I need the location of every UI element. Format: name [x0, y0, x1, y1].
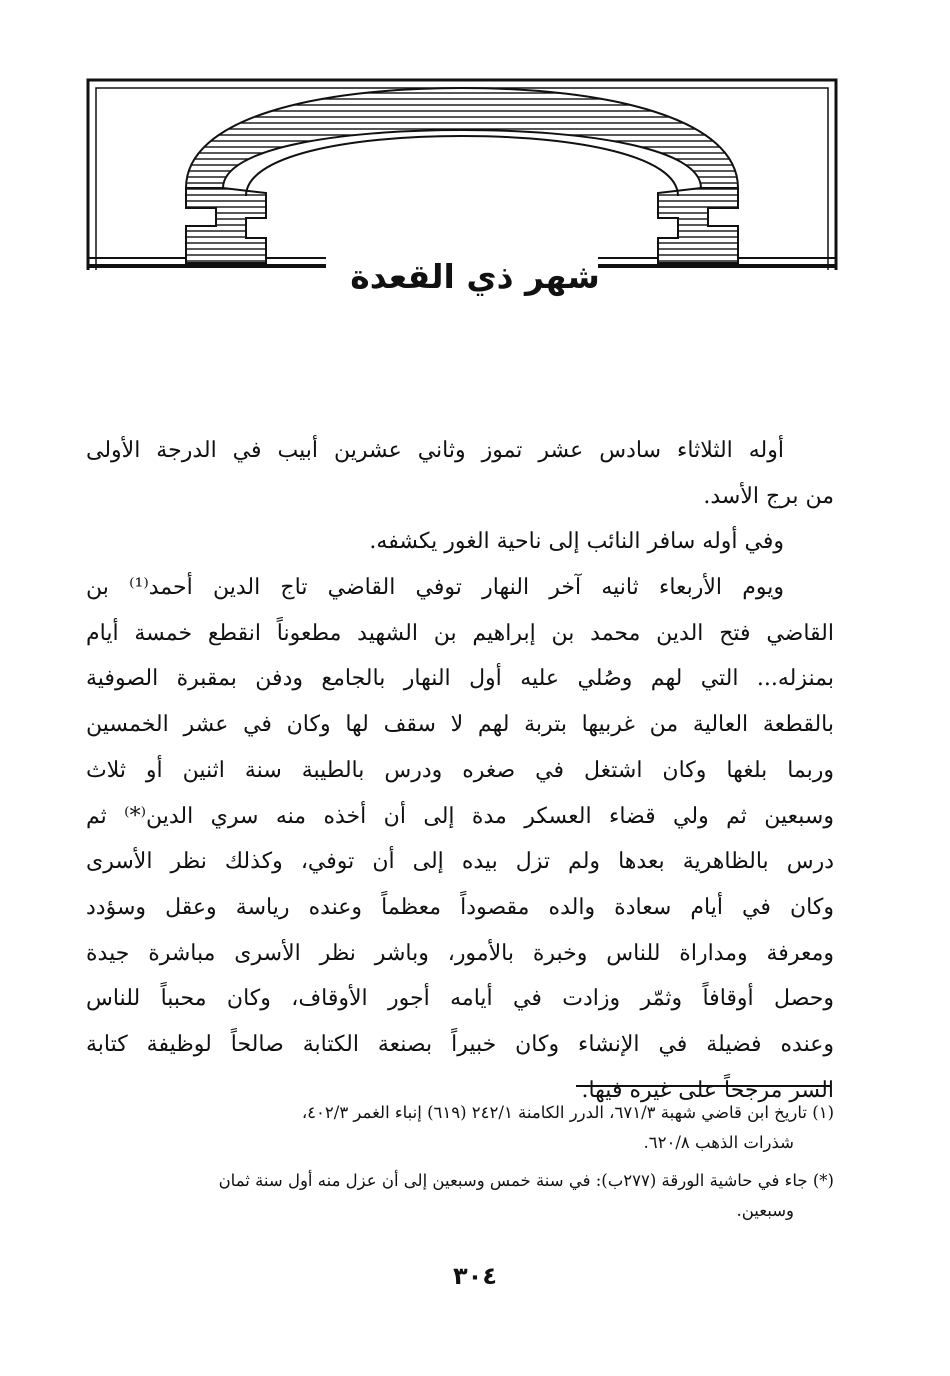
page-number: ٣٠٤ [453, 1262, 497, 1290]
text-line: وحصل أوقافاً وثمّر وزادت في أيامه أجور الأوقاف، وكان محبباً للناس [86, 986, 834, 1012]
text-line: وعنده فضيلة في الإنشاء وكان خبيراً بصنعة الكتابة صالحاً لوظيفة كتابة [86, 1031, 834, 1057]
text-line: ومعرفة ومداراة للناس وخبرة بالأمور، وباشر نظر الأسرى مباشرة جيدة [86, 940, 834, 966]
chapter-title: شهر ذي القعدة [350, 257, 600, 296]
text-line: ويوم الأربعاء ثانيه آخر النهار توفي القاضي تاج الدين أحمد⁽¹⁾ بن [86, 575, 784, 601]
text-line: درس بالظاهرية بعدها ولم تزل بيده إلى أن توفي، وكذلك نظر الأسرى [86, 849, 834, 875]
text-line: وكان في أيام سعادة والده مقصوداً معظماً وعنده رياسة وعقل وسؤدد [86, 894, 834, 920]
footnote-line: شذرات الذهب ٦٢٠/٨. [643, 1133, 794, 1152]
text-line: من برج الأسد. [703, 483, 834, 509]
text-line: السر مرجحاً على غيره فيها. [581, 1077, 834, 1103]
body-text [86, 428, 834, 1113]
text-line: بالقطعة العالية من غربيها بتربة لهم لا سقف لها وكان في عشر الخمسين [86, 712, 834, 738]
footnote-line: (*) جاء في حاشية الورقة (٢٧٧ب): في سنة خمس وسبعين إلى أن عزل منه أول سنة ثمان [218, 1171, 834, 1190]
footnote-line: (١) تاريخ ابن قاضي شهبة ٦٧١/٣، الدرر الكامنة ٢٤٢/١ (٦١٩) إنباء الغمر ٤٠٢/٣، [301, 1103, 834, 1122]
footnote-line: وسبعين. [736, 1201, 794, 1220]
text-line: بمنزله... التي لهم وصُلي عليه أول النهار بالجامع ودفن بمقبرة الصوفية [86, 666, 834, 692]
footnote-divider [576, 1085, 830, 1087]
text-line: وفي أوله سافر النائب إلى ناحية الغور يكشفه. [369, 529, 784, 555]
text-line: أوله الثلاثاء سادس عشر تموز وثاني عشرين أبيب في الدرجة الأولى [86, 438, 784, 463]
footnotes [86, 1098, 834, 1226]
text-line: القاضي فتح الدين محمد بن إبراهيم بن الشهيد مطعوناً انقطع خمسة أيام [86, 620, 834, 646]
header-ornament [86, 78, 838, 278]
text-line: وربما بلغها وكان اشتغل في صغره ودرس بالطيبة سنة اثنين أو ثلاث [86, 757, 834, 783]
text-line: وسبعين ثم ولي قضاء العسكر مدة إلى أن أخذه منه سري الدين⁽*⁾ ثم [86, 803, 834, 829]
